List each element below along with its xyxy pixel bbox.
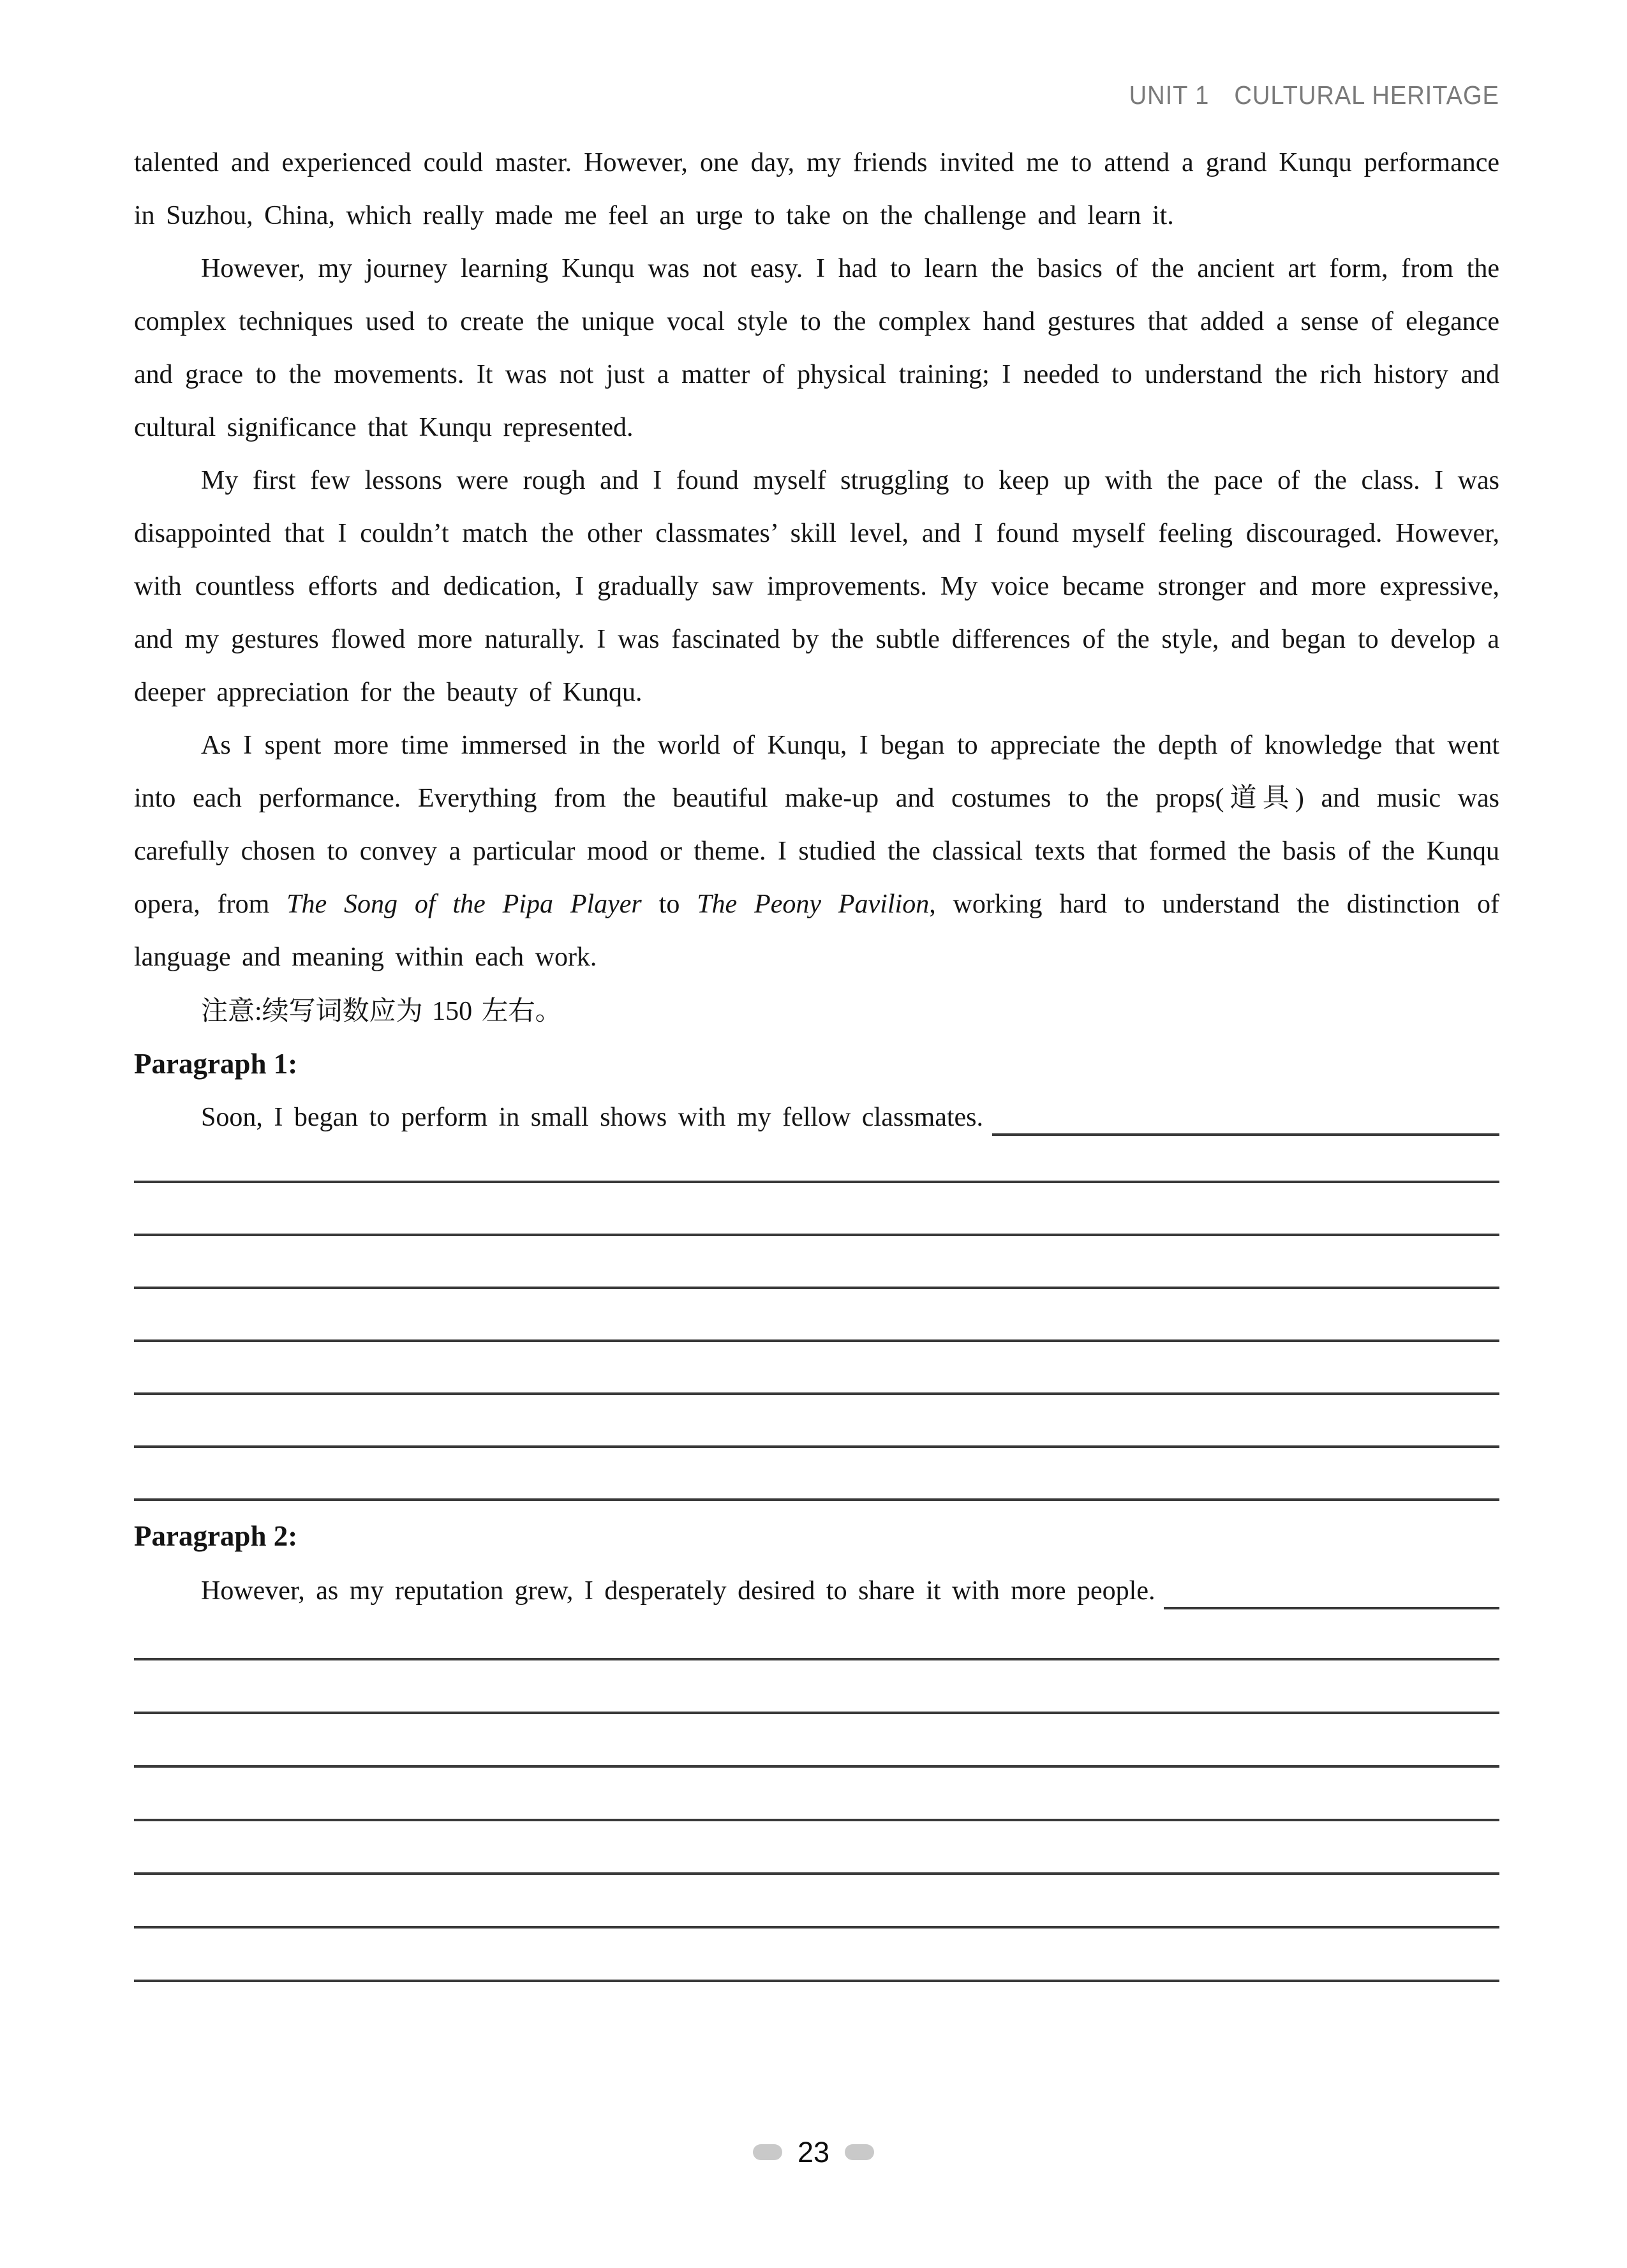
reading-passage xyxy=(134,137,1499,984)
page-number: 23 xyxy=(797,2135,830,2168)
writing-line xyxy=(134,1712,1499,1714)
paragraph1-prompt: Soon, I began to perform in small shows with my fellow classmates. xyxy=(201,1103,983,1132)
paragraph1-writing-blank xyxy=(992,1133,1499,1136)
unit-title: CULTURAL HERITAGE xyxy=(1234,80,1499,110)
writing-line xyxy=(134,1287,1499,1289)
writing-line xyxy=(134,1234,1499,1236)
book-title-pipa-player: The Song of the Pipa Player xyxy=(286,890,642,919)
writing-line xyxy=(134,1926,1499,1929)
footer-pill-left xyxy=(753,2144,782,2160)
writing-line xyxy=(134,1392,1499,1395)
unit-header xyxy=(1129,80,1499,110)
paragraph2-prompt-row xyxy=(201,1565,1499,1618)
passage-paragraph-4-connector: to xyxy=(641,890,697,919)
paragraph2-heading: Paragraph 2: xyxy=(134,1520,298,1552)
paragraph1-heading: Paragraph 1: xyxy=(134,1048,298,1080)
writing-line xyxy=(134,1181,1499,1183)
footer-pill-right xyxy=(845,2144,874,2160)
writing-line xyxy=(134,1765,1499,1768)
passage-paragraph-4-end: , working hard to understand the distinction of language and meaning within each work. xyxy=(134,890,1499,972)
writing-line xyxy=(134,1445,1499,1448)
writing-line xyxy=(134,1872,1499,1875)
paragraph1-prompt-row xyxy=(201,1091,1499,1144)
book-title-peony-pavilion: The Peony Pavilion xyxy=(697,890,930,919)
writing-line xyxy=(134,1498,1499,1501)
word-count-note: 注意:续写词数应为 150 左右。 xyxy=(201,997,562,1026)
passage-paragraph-4 xyxy=(134,719,1499,984)
passage-paragraph-1: talented and experienced could master. However, one day, my friends invited me to attend a grand Kunqu performance in Suzhou, China, which really made me feel an urge to take on the challenge and learn it. xyxy=(134,148,1499,230)
passage-paragraph-2: However, my journey learning Kunqu was not easy. I had to learn the basics of the ancient art form, from the complex techniques used to create the unique vocal style to the complex hand gestures that added a sense of elegance and grace to the movements. It was not just a matter of physical training; I needed to understand the rich history and cultural significance that Kunqu represented. xyxy=(134,254,1499,442)
paragraph2-prompt: However, as my reputation grew, I desperately desired to share it with more people. xyxy=(201,1576,1155,1606)
writing-line xyxy=(134,1980,1499,1982)
passage-paragraph-4-text: As I spent more time immersed in the world of Kunqu, I began to appreciate the depth of knowledge that went into each performance. Everything from the beautiful make-up and costumes to the props(道具) and music was carefully chosen to convey a particular mood or theme. I studied the classical texts that formed the basis of the Kunqu opera, from xyxy=(134,731,1499,919)
writing-line xyxy=(134,1658,1499,1660)
passage-paragraph-3: My first few lessons were rough and I found myself struggling to keep up with the pace of the class. I was disappointed that I couldn’t match the other classmates’ skill level, and I found myself feeling discouraged. However, with countless efforts and dedication, I gradually saw improvements. My voice became stronger and more expressive, and my gestures flowed more naturally. I was fascinated by the subtle differences of the style, and began to develop a deeper appreciation for the beauty of Kunqu. xyxy=(134,466,1499,707)
writing-line xyxy=(134,1819,1499,1821)
paragraph2-writing-blank xyxy=(1164,1607,1499,1609)
writing-line xyxy=(134,1339,1499,1342)
page-footer xyxy=(0,2135,1627,2169)
unit-label: UNIT 1 xyxy=(1129,80,1210,110)
